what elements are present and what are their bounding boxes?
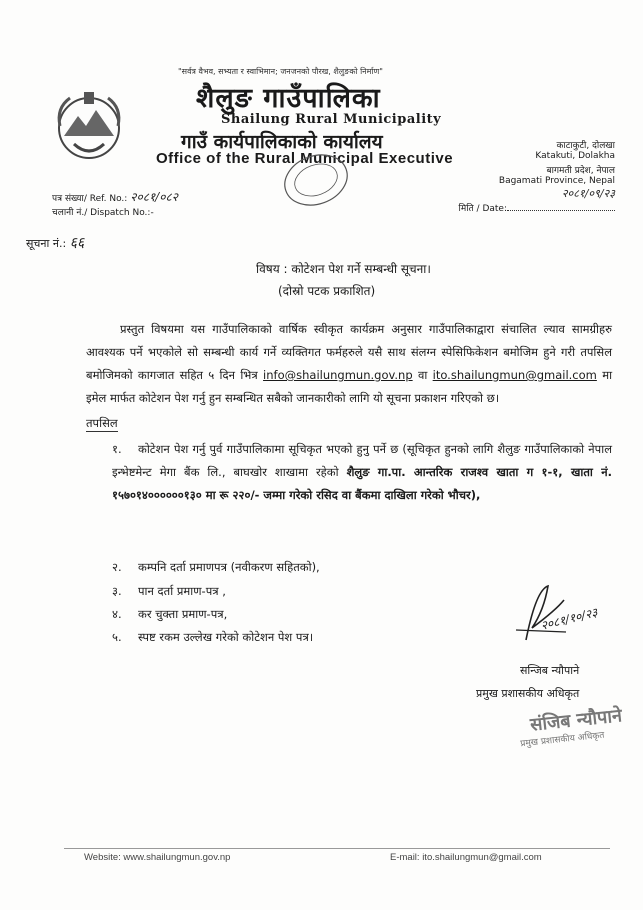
tapasil-heading: तपसिल <box>86 416 118 430</box>
list-text: पान दर्ता प्रमाण-पत्र , <box>138 584 226 598</box>
list-number: ३. <box>112 584 122 598</box>
signatory-title: प्रमुख प्रशासकीय अधिकृत <box>476 687 580 700</box>
list-number: ५. <box>112 630 122 644</box>
account-detail-text: शैलुङ गा.पा. आन्तरिक राजश्व खाता ग १-१, खाता नं. १५७०१४००००००१३० मा रू २२०/- जम्मा गरेको रसिद वा बैंकमा दाखिला गरेको भौचर), <box>112 465 612 502</box>
date-field <box>459 201 615 214</box>
office-title-en: Office of the Rural Municipal Executive <box>156 150 454 167</box>
list-item <box>112 438 612 507</box>
footer-divider <box>64 848 610 849</box>
list-text: कोटेशन पेश गर्नु पुर्व गाउँपालिकामा सूचिकृत भएको हुनु पर्ने छ (सूचिकृत हुनको लागि शैलुङ गाउँपालिकाको नेपाल इन्भेष्टमेन्ट मेगा बैंक लि., बाघखोर शाखामा रहेको <box>112 442 612 479</box>
address-line-3: बागमती प्रदेश, नेपाल <box>546 166 615 176</box>
address-line-2: Katakuti, Dolakha <box>535 151 615 161</box>
list-number: २. <box>112 560 122 574</box>
municipality-title-en: Shailung Rural Municipality <box>221 112 442 127</box>
list-item <box>112 626 313 649</box>
ref-label: पत्र संख्या/ Ref. No.: <box>52 194 128 204</box>
motto: "सर्वत्र वैभव, सभ्यता र स्वाभिमान; जनजनको पौरख, शैलुङको निर्माण" <box>178 67 383 76</box>
notice-value: ६६ <box>69 235 85 251</box>
name-seal-title: प्रमुख प्रशासकीय अधिकृत <box>519 730 605 750</box>
list-text: स्पष्ट रकम उल्लेख गरेको कोटेशन पेश पत्र। <box>138 630 314 644</box>
paragraph-text: प्रस्तुत विषयमा यस गाउँपालिकाको वार्षिक स्वीकृत कार्यक्रम अनुसार गाउँपालिकाद्वारा संचालित ल्याव सामग्रीहरु आवश्यक पर्ने भएकोले सो सम्बन्धी कार्य गर्ने व्यक्तिगत फर्महरुले यसै साथ संलग्न स्पेसिफिकेशन बमोजिम हुने गरी तपसिल बमोजिमको कागजात सहित ५ दिन भित्र <box>86 322 612 382</box>
ref-value: २०८१/०८२ <box>130 190 178 204</box>
list-number: १. <box>112 442 122 456</box>
government-emblem-icon <box>50 86 128 164</box>
date-underline <box>507 202 615 211</box>
notice-label: सूचना नं.: <box>26 237 67 250</box>
municipality-title-np: शैलुङ गाउँपालिका <box>196 83 381 114</box>
subject-subline: (दोस्रो पटक प्रकाशित) <box>278 284 376 298</box>
list-text: कर चुक्ता प्रमाण-पत्र, <box>138 607 228 621</box>
list-text: कम्पनि दर्ता प्रमाणपत्र (नवीकरण सहितको), <box>138 560 320 574</box>
list-item <box>112 556 320 579</box>
address-line-4: Bagamati Province, Nepal <box>498 176 615 186</box>
footer-email: E-mail: ito.shailungmun@gmail.com <box>390 852 542 863</box>
subject-line: विषय : कोटेशन पेश गर्ने सम्बन्धी सूचना। <box>256 262 431 276</box>
footer-website: Website: www.shailungmun.gov.np <box>84 852 231 863</box>
issue-date-value: २०८१/०९/२३ <box>561 187 615 200</box>
or-text: वा <box>417 368 428 382</box>
list-item <box>112 580 226 603</box>
date-label: मिति / Date: <box>458 204 507 214</box>
signature-date: २०८१/१०/२३ <box>539 605 599 633</box>
ref-no <box>52 188 178 205</box>
address-line-1: काटाकुटी, दोलखा <box>556 141 615 151</box>
list-item <box>112 603 227 626</box>
notice-number <box>26 233 84 252</box>
email-link-info[interactable]: info@shailungmun.gov.np <box>263 368 413 382</box>
paragraph-end-text: मा इमेल मार्फत कोटेशन पेश गर्नु हुन सम्बन्धित सबैको जानकारीको लागि यो सूचना प्रकाशन गरिएको छ। <box>86 368 613 405</box>
dispatch-label: चलानी नं./ Dispatch No.:- <box>52 208 154 218</box>
office-title-np: गाउँ कार्यपालिकाको कार्यालय <box>181 131 383 153</box>
dispatch-stamp <box>276 150 356 210</box>
list-number: ४. <box>112 607 122 621</box>
email-link-ito[interactable]: ito.shailungmun@gmail.com <box>432 368 597 382</box>
name-seal: संजिब न्यौपाने <box>529 705 623 736</box>
signatory-name: सन्जिब न्यौपाने <box>520 664 580 677</box>
notice-body-paragraph <box>86 318 612 410</box>
